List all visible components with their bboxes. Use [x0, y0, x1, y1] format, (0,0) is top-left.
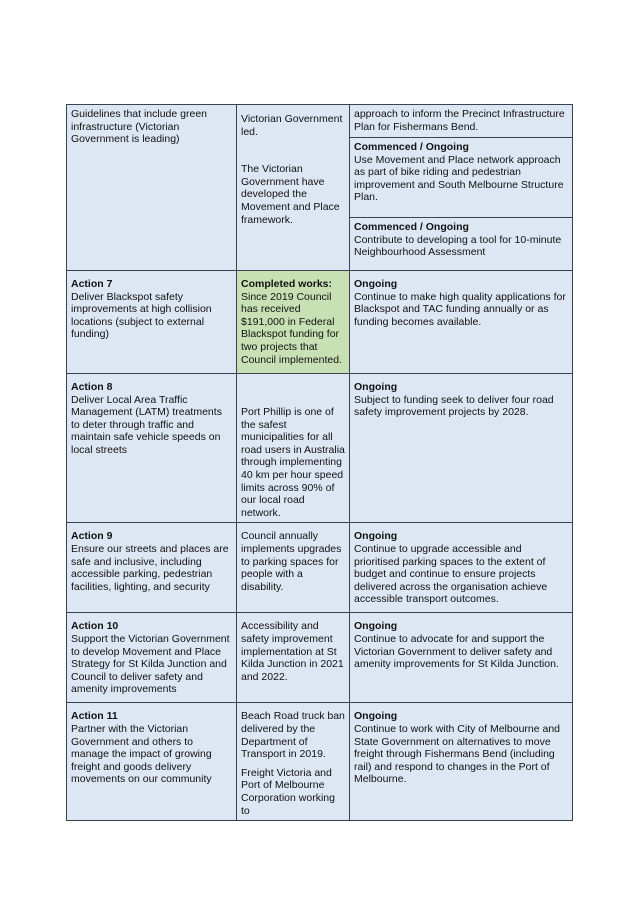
table-row — [67, 523, 573, 613]
status-subcell — [350, 105, 572, 138]
table-row — [67, 271, 573, 374]
status-cell — [350, 703, 573, 821]
action-plan-table — [66, 104, 573, 821]
action-text: Support the Victorian Government to develop Movement and Place Strategy for St Kilda Junction and Council to deliver safety and amenity improvements — [71, 632, 230, 696]
status-title: Ongoing — [354, 710, 398, 723]
works-cell — [237, 703, 350, 821]
works-text: The Victorian Government have developed the Movement and Place framework. — [241, 163, 340, 226]
works-cell — [237, 374, 350, 523]
status-text: Continue to work with City of Melbourne and State Government on alternatives to move freight through Fishermans Bend (including rail) and respond to changes in the Port of Melbourne. — [354, 722, 561, 786]
action-text: Deliver Blackspot safety improvements at high collision locations (subject to external funding) — [71, 290, 212, 341]
action-title: Action 7 — [71, 278, 113, 290]
works-cell — [237, 271, 350, 374]
status-title: Commenced / Ongoing — [354, 221, 469, 233]
status-text: Use Movement and Place network approach as part of bike riding and pedestrian improvement and South Melbourne Structure Plan. — [354, 153, 564, 204]
table-row — [67, 703, 573, 821]
works-title: Completed works: — [241, 278, 333, 290]
action-cell — [67, 374, 237, 523]
action-cell — [67, 523, 237, 613]
status-text: Subject to funding seek to deliver four road safety improvement projects by 2028. — [354, 393, 554, 419]
status-text: Continue to advocate for and support the Victorian Government to deliver safety and amenity improvements for St Kilda Junction. — [354, 632, 559, 671]
works-text: Since 2019 Council has received $191,000 in Federal Blackspot funding for two projects that Council implemented. — [241, 290, 342, 366]
action-text: Partner with the Victorian Government and others to manage the impact of growing freight and goods delivery movements on our community — [71, 722, 212, 786]
status-cell — [350, 271, 573, 374]
works-text: Freight Victoria and Port of Melbourne Corporation working to — [241, 766, 335, 817]
action-cell — [67, 613, 237, 703]
table-row — [67, 374, 573, 523]
table-row — [67, 613, 573, 703]
status-title: Ongoing — [354, 278, 398, 290]
works-text: Council annually implements upgrades to parking spaces for people with a disability. — [241, 530, 342, 593]
action-text: Ensure our streets and places are safe and inclusive, including accessible parking, pedestrian facilities, lighting, and security — [71, 542, 229, 593]
action-text: Deliver Local Area Traffic Management (LATM) treatments to deter through traffic and maintain safe vehicle speeds on local streets — [71, 393, 222, 456]
status-title: Commenced / Ongoing — [354, 141, 469, 153]
status-subcell — [350, 218, 572, 268]
works-cell — [237, 523, 350, 613]
works-cell — [237, 613, 350, 703]
action-text: Guidelines that include green infrastructure (Victorian Government is leading) — [71, 108, 208, 146]
table-row — [67, 105, 573, 271]
action-cell — [67, 271, 237, 374]
action-cell — [67, 105, 237, 271]
works-text: Port Phillip is one of the safest municipalities for all road users in Australia through implementing 40 km per hour speed limits across 90% of our local road network. — [241, 406, 345, 519]
status-title: Ongoing — [354, 381, 398, 393]
action-title: Action 11 — [71, 710, 118, 723]
works-text: Accessibility and safety improvement implementation at St Kilda Junction in 2021 and 2022. — [241, 620, 344, 683]
status-cell — [350, 374, 573, 523]
works-cell — [237, 105, 350, 271]
status-title: Ongoing — [354, 620, 398, 633]
action-title: Action 8 — [71, 381, 113, 393]
status-cell — [350, 523, 573, 613]
action-title: Action 10 — [71, 620, 119, 633]
action-title: Action 9 — [71, 530, 113, 543]
status-text: Continue to upgrade accessible and prioritised parking spaces to the extent of budget and continue to ensure projects delivered across the organisation achieve accessible transport outcomes. — [354, 542, 548, 606]
status-text: Contribute to developing a tool for 10-minute Neighbourhood Assessment — [354, 233, 562, 259]
status-subcell — [350, 138, 572, 218]
status-cell — [350, 613, 573, 703]
status-text: approach to inform the Precinct Infrastructure Plan for Fishermans Bend. — [354, 108, 565, 133]
works-text: Victorian Government led. — [241, 113, 343, 138]
status-title: Ongoing — [354, 530, 398, 543]
status-text: Continue to make high quality applications for Blackspot and TAC funding annually or as funding becomes available. — [354, 290, 566, 328]
action-cell — [67, 703, 237, 821]
works-text: Beach Road truck ban delivered by the Department of Transport in 2019. — [241, 710, 345, 761]
status-cell — [350, 105, 573, 271]
